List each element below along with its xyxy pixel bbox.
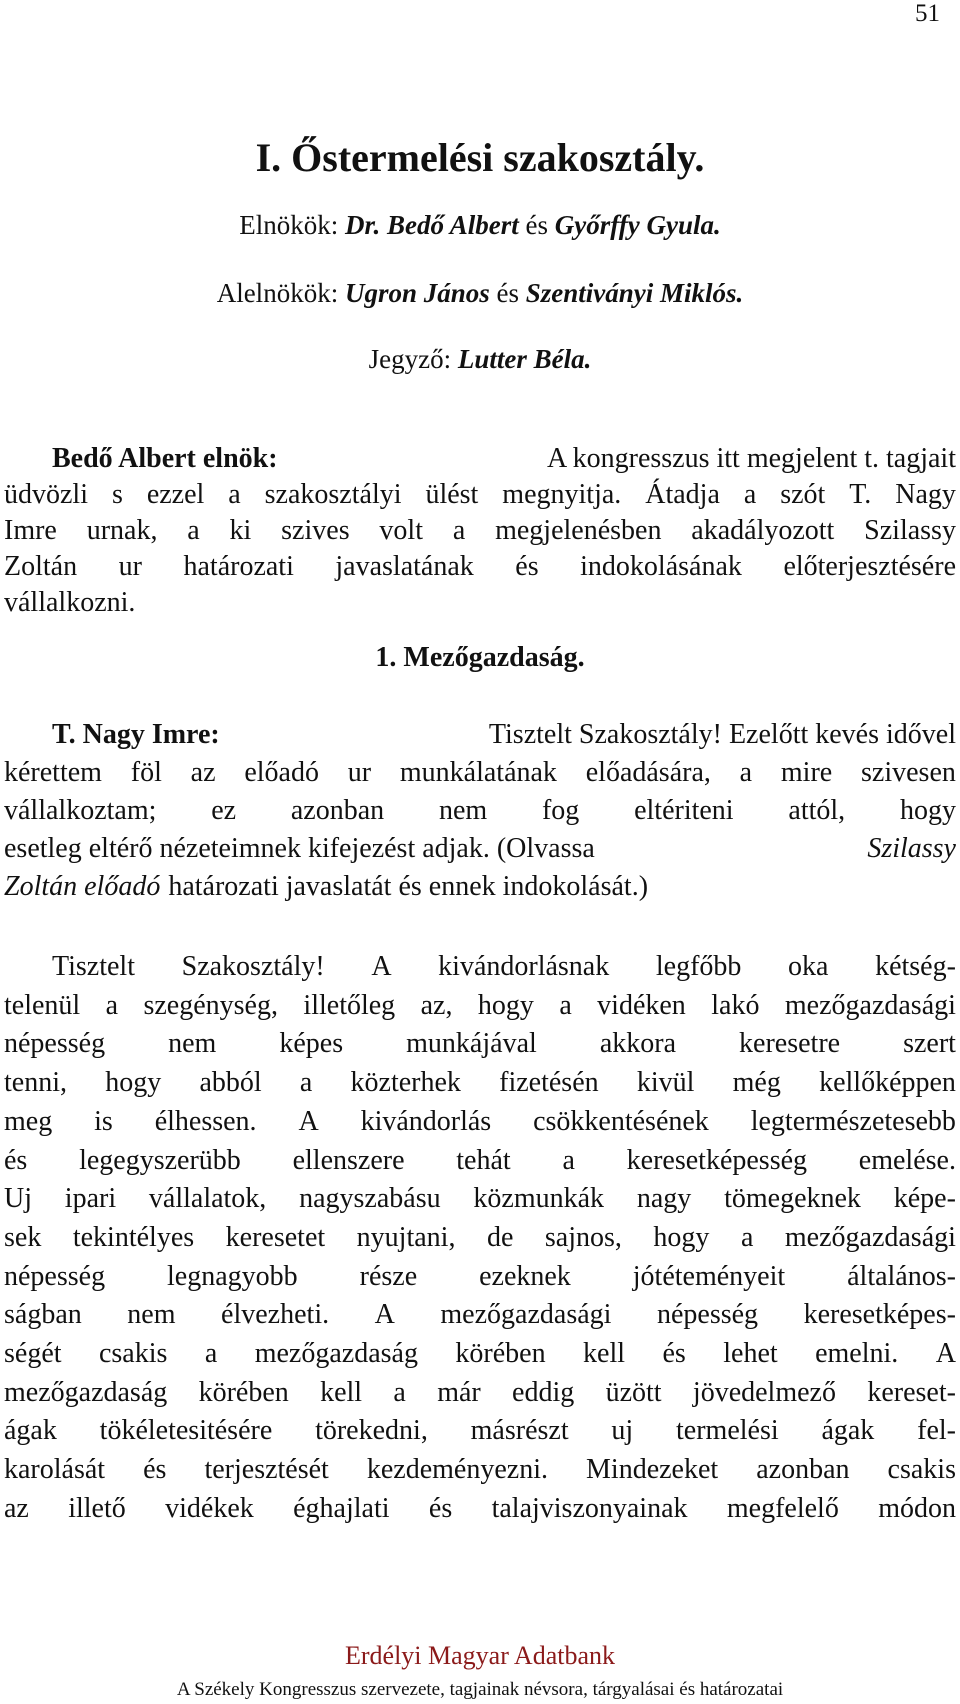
word: kérettem bbox=[4, 757, 102, 788]
word: népesség bbox=[4, 1261, 106, 1292]
author-name-italic: Szilassy bbox=[867, 833, 956, 864]
word: ülést bbox=[425, 479, 479, 510]
word: szakosztályi bbox=[264, 479, 402, 510]
word: határozati bbox=[183, 551, 294, 582]
president-name-2: Győrffy Gyula. bbox=[554, 210, 721, 240]
word: s bbox=[111, 479, 123, 510]
word: közterhek bbox=[350, 1067, 461, 1098]
text-run: Tisztelt Szakosztály! Ezelőtt kevés idővel bbox=[488, 719, 956, 750]
word: nagy bbox=[636, 1183, 692, 1214]
word: ezzel bbox=[146, 479, 205, 510]
word: szivesen bbox=[861, 757, 956, 788]
word: vidéken bbox=[597, 990, 686, 1021]
word: mezőgazdasági bbox=[440, 1299, 612, 1330]
word: és bbox=[428, 1493, 453, 1524]
word: uj bbox=[611, 1415, 634, 1446]
word: lehet bbox=[723, 1338, 778, 1369]
word: azonban bbox=[290, 795, 385, 826]
text-line bbox=[4, 479, 956, 511]
word: szegénység, bbox=[143, 990, 278, 1021]
word: akadályozott bbox=[691, 515, 835, 546]
word: T. bbox=[849, 479, 872, 510]
word: hogy bbox=[899, 795, 956, 826]
word: indokolásának bbox=[580, 551, 742, 582]
word: tömegeknek bbox=[724, 1183, 861, 1214]
word: Tisztelt bbox=[52, 951, 135, 982]
text-run: A kongresszus itt megjelent t. tagjait bbox=[546, 443, 956, 474]
word: Zoltán bbox=[4, 551, 78, 582]
word: kétség- bbox=[875, 951, 956, 982]
word: közmunkák bbox=[473, 1183, 605, 1214]
word: fizetésén bbox=[499, 1067, 599, 1098]
word: mezőgazdasági bbox=[784, 1222, 956, 1253]
text-line bbox=[4, 871, 956, 903]
speaker-name: T. Nagy Imre: bbox=[52, 719, 220, 750]
vice-presidents-conj: és bbox=[496, 278, 519, 308]
word: vállalatok, bbox=[148, 1183, 267, 1214]
word: fog bbox=[541, 795, 580, 826]
word: előadó bbox=[244, 757, 319, 788]
vice-president-name-2: Szentiványi Miklós. bbox=[525, 278, 744, 308]
word: karolását bbox=[4, 1454, 106, 1485]
word: urnak, bbox=[86, 515, 158, 546]
word: szives bbox=[281, 515, 350, 546]
word: legfőbb bbox=[655, 951, 742, 982]
word: ságban bbox=[4, 1299, 82, 1330]
word: ipari bbox=[64, 1183, 117, 1214]
word: kivándorlás bbox=[360, 1106, 492, 1137]
word: csakis bbox=[887, 1454, 956, 1485]
word: keresetképesség bbox=[626, 1145, 808, 1176]
word: Szakosztály! bbox=[181, 951, 325, 982]
chapter-title: I. Őstermelési szakosztály. bbox=[255, 135, 705, 180]
word: mire bbox=[780, 757, 833, 788]
word: képes bbox=[279, 1028, 344, 1059]
word: hogy bbox=[477, 990, 534, 1021]
word: szert bbox=[903, 1028, 956, 1059]
word: attól, bbox=[788, 795, 846, 826]
word: kellőképpen bbox=[819, 1067, 956, 1098]
word: megnyitja. bbox=[502, 479, 622, 510]
word: élhessen. bbox=[154, 1106, 257, 1137]
word: volt bbox=[379, 515, 423, 546]
word: kereset- bbox=[867, 1377, 956, 1408]
word: tenni, bbox=[4, 1067, 67, 1098]
word: tekintélyes bbox=[72, 1222, 195, 1253]
word: a bbox=[740, 1222, 754, 1253]
text-line bbox=[4, 1067, 956, 1099]
word: módon bbox=[878, 1493, 956, 1524]
word: hogy bbox=[105, 1067, 162, 1098]
text-line bbox=[4, 990, 956, 1022]
word: A bbox=[374, 1299, 395, 1330]
word: az bbox=[4, 1493, 29, 1524]
word: a bbox=[743, 479, 757, 510]
vice-presidents-label: Alelnökök: bbox=[216, 278, 339, 308]
word: tökéletesitésére bbox=[99, 1415, 273, 1446]
word: népesség bbox=[656, 1299, 759, 1330]
word: ágak bbox=[821, 1415, 875, 1446]
word: kell bbox=[583, 1338, 626, 1369]
word: munkájával bbox=[406, 1028, 537, 1059]
word: előadására, bbox=[585, 757, 711, 788]
word: törekedni, bbox=[315, 1415, 428, 1446]
word: ezeknek bbox=[479, 1261, 571, 1292]
word: javaslatának bbox=[335, 551, 474, 582]
secretary-line bbox=[0, 344, 960, 375]
word: legnagyobb bbox=[167, 1261, 298, 1292]
word: kivándorlásnak bbox=[438, 951, 610, 982]
word: illető bbox=[68, 1493, 126, 1524]
word: is bbox=[94, 1106, 113, 1137]
vice-presidents-line bbox=[0, 278, 960, 309]
page-number: 51 bbox=[915, 0, 940, 27]
word: ez bbox=[211, 795, 237, 826]
word: abból bbox=[199, 1067, 262, 1098]
president-name-1: Dr. Bedő Albert bbox=[345, 210, 519, 240]
word: meg bbox=[4, 1106, 53, 1137]
text-line bbox=[4, 1145, 956, 1177]
word: ur bbox=[347, 757, 372, 788]
word: csökkentésének bbox=[533, 1106, 709, 1137]
word: a bbox=[562, 1145, 575, 1176]
text-line bbox=[4, 1454, 956, 1486]
word: föl bbox=[130, 757, 162, 788]
text-line bbox=[4, 1299, 956, 1331]
word: jövedelmező bbox=[692, 1377, 836, 1408]
word: mezőgazdaság bbox=[254, 1338, 418, 1369]
word: sajnos, bbox=[544, 1222, 622, 1253]
word: ki bbox=[229, 515, 252, 546]
presidents-line bbox=[0, 210, 960, 241]
word: nagyszabásu bbox=[299, 1183, 441, 1214]
word: de bbox=[486, 1222, 514, 1253]
text-line bbox=[52, 443, 956, 475]
word: még bbox=[732, 1067, 781, 1098]
word: vállalkoztam; bbox=[4, 795, 157, 826]
word: Imre bbox=[4, 515, 57, 546]
word: a bbox=[452, 515, 466, 546]
word: és bbox=[515, 551, 539, 582]
word: mezőgazdasági bbox=[784, 990, 956, 1021]
word: A bbox=[298, 1106, 319, 1137]
vice-president-name-1: Ugron János bbox=[344, 278, 490, 308]
word: a bbox=[393, 1377, 406, 1408]
word: talajviszonyainak bbox=[491, 1493, 688, 1524]
word: kezdeményezni. bbox=[366, 1454, 548, 1485]
word: tehát bbox=[456, 1145, 511, 1176]
text-line bbox=[4, 515, 956, 547]
word: képe- bbox=[893, 1183, 956, 1214]
word: Uj bbox=[4, 1183, 32, 1214]
text-line bbox=[4, 833, 956, 865]
word: munkálatának bbox=[399, 757, 557, 788]
word: ségét bbox=[4, 1338, 62, 1369]
word: jótéteményeit bbox=[632, 1261, 786, 1292]
word: oka bbox=[788, 951, 829, 982]
word: megjelenésben bbox=[495, 515, 662, 546]
word: sek bbox=[4, 1222, 42, 1253]
word: ellenszere bbox=[292, 1145, 405, 1176]
word: része bbox=[359, 1261, 418, 1292]
word: terjesztését bbox=[204, 1454, 329, 1485]
text-line bbox=[4, 1493, 956, 1525]
text-line bbox=[4, 1028, 956, 1060]
word: keresetképes- bbox=[803, 1299, 956, 1330]
word: eltériteni bbox=[634, 795, 734, 826]
word: ur bbox=[118, 551, 142, 582]
word: élvezheti. bbox=[221, 1299, 330, 1330]
presidents-label: Elnökök: bbox=[239, 210, 339, 240]
word: körében bbox=[455, 1338, 546, 1369]
text-line bbox=[4, 1261, 956, 1293]
word: vidékek bbox=[165, 1493, 254, 1524]
word: illetőleg bbox=[303, 990, 396, 1021]
word: a bbox=[299, 1067, 313, 1098]
word: másrészt bbox=[470, 1415, 569, 1446]
word: az bbox=[190, 757, 216, 788]
text-run: esetleg eltérő nézeteimnek kifejezést adjak. (Olvassa bbox=[4, 833, 595, 864]
speaker-name: Bedő Albert elnök: bbox=[52, 443, 278, 474]
text-line bbox=[52, 951, 956, 983]
word: nem bbox=[168, 1028, 217, 1059]
word: üdvözli bbox=[4, 479, 88, 510]
text-line bbox=[4, 1106, 956, 1138]
word: Átadja bbox=[645, 479, 720, 510]
word: szót bbox=[780, 479, 826, 510]
word: a bbox=[105, 990, 119, 1021]
word: legegyszerübb bbox=[79, 1145, 241, 1176]
text-line bbox=[4, 795, 956, 827]
word: A bbox=[371, 951, 392, 982]
text-line bbox=[4, 1415, 956, 1447]
word: csakis bbox=[98, 1338, 168, 1369]
word: körében bbox=[198, 1377, 289, 1408]
word: eddig bbox=[512, 1377, 575, 1408]
text-line bbox=[52, 719, 956, 751]
word: nem bbox=[127, 1299, 176, 1330]
word: Nagy bbox=[895, 479, 956, 510]
word: a bbox=[187, 515, 200, 546]
word: akkora bbox=[599, 1028, 676, 1059]
word: a bbox=[204, 1338, 218, 1369]
text-line bbox=[4, 551, 956, 583]
word: a bbox=[228, 479, 241, 510]
word: keresetre bbox=[739, 1028, 841, 1059]
presidents-conj: és bbox=[525, 210, 549, 240]
word: az, bbox=[420, 990, 453, 1021]
word: a bbox=[559, 990, 572, 1021]
word: kivül bbox=[636, 1067, 695, 1098]
text-line bbox=[4, 1222, 956, 1254]
author-role-italic: Zoltán előadó bbox=[4, 871, 161, 902]
text-line bbox=[4, 757, 956, 789]
secretary-name: Lutter Béla. bbox=[457, 344, 592, 374]
word: Szilassy bbox=[864, 515, 956, 546]
word: és bbox=[662, 1338, 686, 1369]
word: fel- bbox=[917, 1415, 956, 1446]
word: nem bbox=[438, 795, 488, 826]
word: A bbox=[935, 1338, 956, 1369]
secretary-label: Jegyző: bbox=[368, 344, 452, 374]
word: termelési bbox=[676, 1415, 779, 1446]
footer-subtitle: A Székely Kongresszus szervezete, tagjainak névsora, tárgyalásai és határozatai bbox=[176, 1679, 784, 1700]
word: népesség bbox=[4, 1028, 106, 1059]
text-line bbox=[4, 1183, 956, 1215]
word: éghajlati bbox=[293, 1493, 390, 1524]
word: ágak bbox=[4, 1415, 57, 1446]
word: hogy bbox=[653, 1222, 710, 1253]
word: legtermészetesebb bbox=[750, 1106, 956, 1137]
word: keresetet bbox=[225, 1222, 326, 1253]
text-line: vállalkozni. bbox=[4, 587, 136, 618]
text-run: határozati javaslatát és ennek indokolását.) bbox=[168, 871, 649, 902]
word: nyujtani, bbox=[356, 1222, 456, 1253]
footer-brand: Erdélyi Magyar Adatbank bbox=[344, 1641, 616, 1670]
word: telenül bbox=[4, 990, 81, 1021]
word: már bbox=[437, 1377, 481, 1408]
text-line bbox=[4, 1377, 956, 1409]
word: kell bbox=[320, 1377, 363, 1408]
section-heading: 1. Mezőgazdaság. bbox=[375, 642, 585, 673]
word: üzött bbox=[605, 1377, 662, 1408]
word: azonban bbox=[756, 1454, 850, 1485]
word: lakó bbox=[711, 990, 760, 1021]
word: Mindezeket bbox=[586, 1454, 719, 1485]
word: emelni. bbox=[815, 1338, 899, 1369]
word: emelése. bbox=[858, 1145, 956, 1176]
word: és bbox=[4, 1145, 28, 1176]
word: a bbox=[739, 757, 753, 788]
word: és bbox=[143, 1454, 167, 1485]
word: mezőgazdaság bbox=[4, 1377, 168, 1408]
word: megfelelő bbox=[726, 1493, 839, 1524]
text-line bbox=[4, 1338, 956, 1370]
word: előterjesztésére bbox=[783, 551, 956, 582]
word: általános- bbox=[847, 1261, 956, 1292]
